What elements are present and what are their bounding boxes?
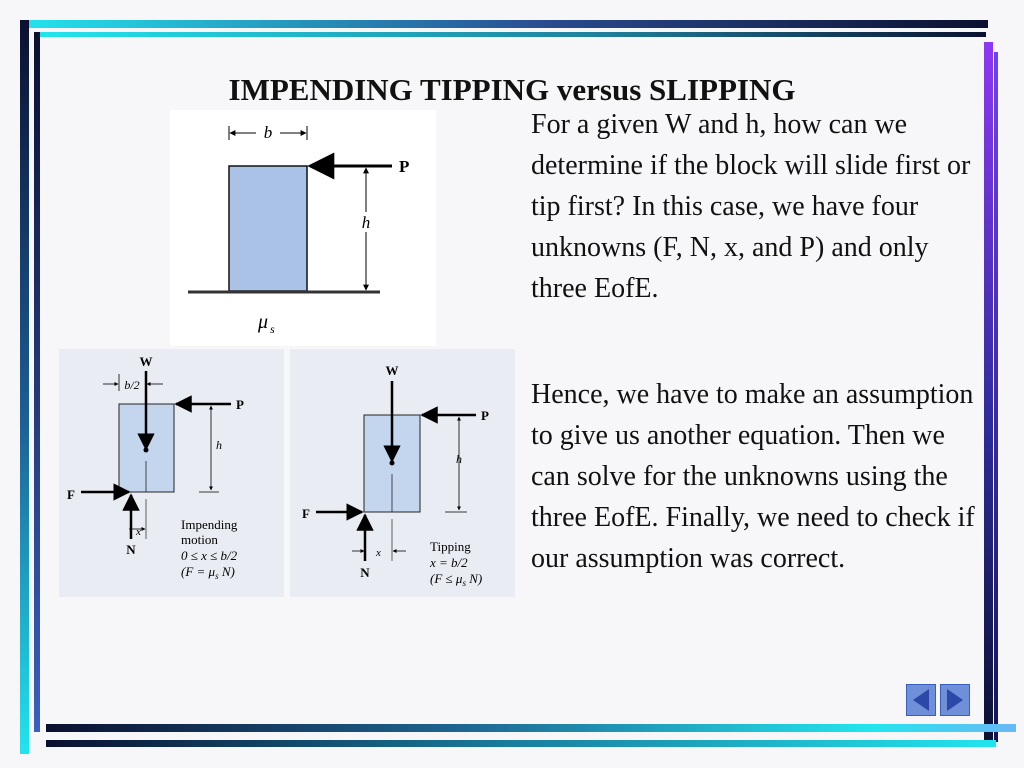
label-p: P: [481, 408, 489, 423]
label-p: P: [399, 157, 410, 176]
label-x: x: [376, 547, 381, 559]
caption-line-2: x = b/2: [430, 555, 468, 570]
triangle-left-icon: [907, 685, 935, 715]
frame-left-bar-inner: [34, 32, 40, 732]
frame-bottom-bar-inner: [46, 740, 996, 747]
label-f: F: [302, 506, 310, 521]
label-mu: μ: [258, 311, 269, 333]
label-h: h: [361, 213, 371, 232]
paragraph-1: For a given W and h, how can we determine if the block will slide first or tip first? In this case, we have four unknowns (F, N, x, and P) and only three EofE.: [531, 109, 971, 304]
label-w: W: [385, 363, 399, 378]
frame-top-bar: [20, 20, 988, 28]
previous-slide-button[interactable]: [906, 684, 936, 716]
triangle-right-icon: [941, 685, 969, 715]
frame-bottom-bar: [46, 724, 1016, 732]
figure-impending-motion: [59, 349, 284, 597]
slide-title: IMPENDING TIPPING versus SLIPPING: [228, 71, 796, 107]
figure-block-force: [170, 110, 436, 346]
label-f: F: [67, 487, 75, 502]
label-w: W: [139, 354, 153, 369]
caption-line-1: Tipping: [430, 539, 471, 554]
label-p: P: [236, 397, 244, 412]
label-h: h: [456, 452, 462, 466]
label-n: N: [126, 542, 136, 557]
frame-right-bar: [984, 42, 993, 744]
next-slide-button[interactable]: [940, 684, 970, 716]
caption-line-1: Impending: [181, 517, 238, 532]
label-mu-sub: s: [270, 322, 275, 336]
label-n: N: [360, 565, 370, 580]
caption-line-3: 0 ≤ x ≤ b/2: [181, 548, 238, 563]
label-b: b: [263, 123, 273, 142]
caption-line-4: ($F = \mu_s$ N): [181, 564, 235, 581]
caption-line-2: motion: [181, 532, 218, 547]
label-x: x: [136, 526, 141, 538]
label-h: h: [216, 438, 222, 452]
caption-line-3: ($F \le \mu_s$ N): [430, 571, 483, 588]
frame-top-bar-inner: [38, 32, 986, 37]
frame-right-bar-inner: [994, 52, 998, 742]
label-b-half: b/2: [124, 378, 140, 392]
frame-left-bar: [20, 20, 29, 754]
paragraph-2: Hence, we have to make an assumption to give us another equation. Then we can solve for the unknowns using the three EofE. Finally, we need to check if our assumption was correct.: [531, 379, 975, 574]
figure-tipping: [290, 349, 515, 597]
block: [229, 166, 307, 291]
